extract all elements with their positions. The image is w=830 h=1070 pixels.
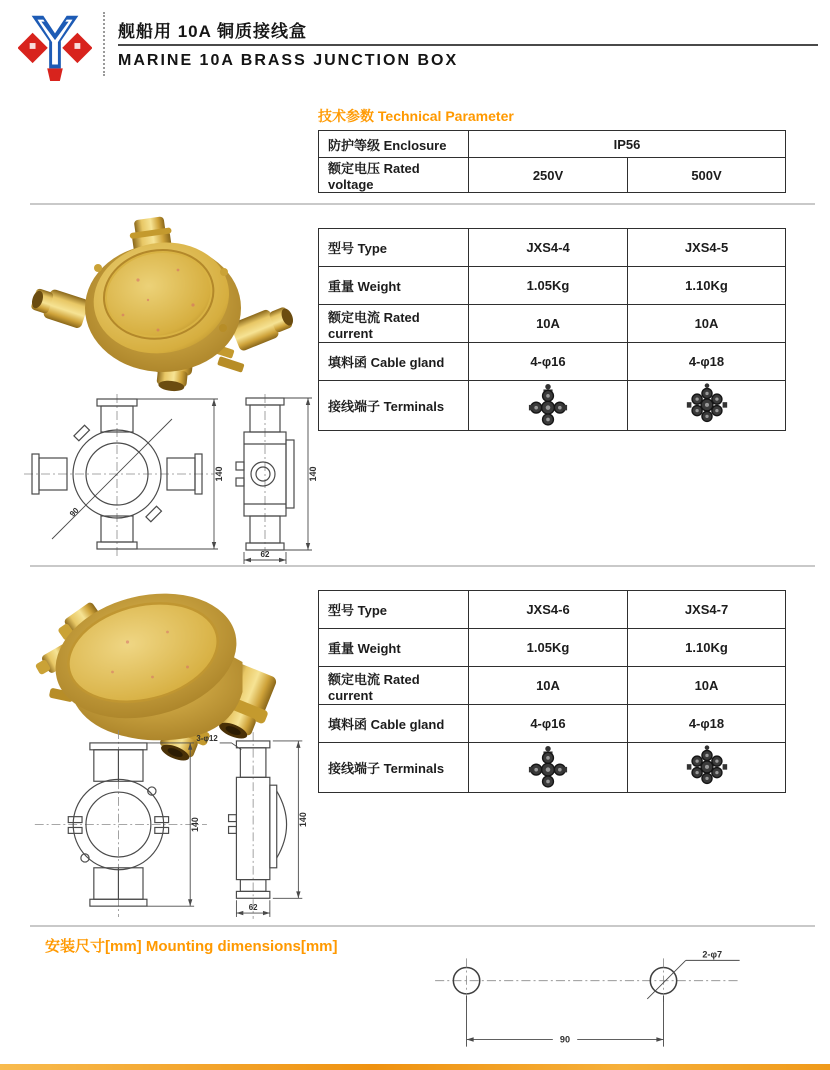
spec-table-jxs4-6-7	[318, 590, 786, 793]
section-divider	[30, 203, 815, 205]
dim-front-height: 140	[214, 466, 224, 482]
table-row	[319, 267, 786, 305]
spec-label: 填料函 Cable gland	[319, 705, 469, 743]
dim-side-width: 62	[248, 903, 258, 913]
spec-value: 4-φ16	[469, 343, 628, 381]
spec-value: 4-φ16	[469, 705, 628, 743]
table-row	[319, 229, 786, 267]
spec-value: 1.05Kg	[469, 629, 628, 667]
spec-value: 10A	[628, 667, 786, 705]
spec-value: 1.10Kg	[628, 267, 786, 305]
table-row	[319, 158, 786, 193]
dim-side-height: 140	[308, 466, 318, 482]
spec-label: 重量 Weight	[319, 629, 469, 667]
company-emblem-icon	[18, 8, 92, 82]
table-row	[319, 305, 786, 343]
table-row	[319, 381, 786, 431]
tech-param-heading: 技术参数 Technical Parameter	[318, 108, 514, 124]
dimension-drawing-2way	[25, 730, 320, 922]
voltage-value-1: 250V	[469, 158, 628, 193]
terminal-4way-icon	[528, 381, 568, 427]
table-row	[319, 131, 786, 158]
table-row	[319, 743, 786, 793]
section-divider	[30, 565, 815, 567]
spec-label: 额定电流 Rated current	[319, 305, 469, 343]
dim-front-height: 140	[190, 817, 201, 832]
spec-value: 4-φ18	[628, 705, 786, 743]
spec-value: 10A	[628, 305, 786, 343]
terminal-6way-icon	[685, 744, 729, 788]
spec-value: JXS4-4	[469, 229, 628, 267]
mounting-dimension-drawing	[430, 950, 765, 1057]
enclosure-value: IP56	[469, 131, 786, 158]
mounting-spacing-dim: 90	[559, 1034, 571, 1045]
spec-label: 接线端子 Terminals	[319, 381, 469, 431]
dim-diagonal: 90	[67, 505, 81, 519]
spec-value: 10A	[469, 667, 628, 705]
spec-value: JXS4-6	[469, 591, 628, 629]
spec-value: 4-φ18	[628, 343, 786, 381]
page-title-english: MARINE 10A BRASS JUNCTION BOX	[118, 52, 459, 69]
spec-value: 1.10Kg	[628, 629, 786, 667]
table-row	[319, 705, 786, 743]
tech-param-table	[318, 130, 786, 193]
thread-callout: 3-φ12	[196, 733, 218, 743]
spec-label: 型号 Type	[319, 229, 469, 267]
title-divider	[118, 44, 818, 46]
dim-side-height: 140	[298, 812, 309, 827]
terminal-6way-icon	[685, 382, 729, 426]
enclosure-label: 防护等级 Enclosure	[319, 131, 469, 158]
brass-junction-box-4way-image	[28, 210, 298, 395]
spec-label: 型号 Type	[319, 591, 469, 629]
footer-accent-bar	[0, 1064, 830, 1070]
table-row	[319, 591, 786, 629]
spec-value: JXS4-7	[628, 591, 786, 629]
header-separator	[103, 12, 105, 76]
spec-value: 1.05Kg	[469, 267, 628, 305]
spec-label: 额定电流 Rated current	[319, 667, 469, 705]
product-photo-4way-box	[28, 210, 298, 395]
table-row	[319, 343, 786, 381]
spec-label: 填料函 Cable gland	[319, 343, 469, 381]
table-row	[319, 629, 786, 667]
spec-label: 重量 Weight	[319, 267, 469, 305]
spec-label: 接线端子 Terminals	[319, 743, 469, 793]
spec-value: 10A	[469, 305, 628, 343]
page-title-chinese: 舰船用 10A 铜质接线盒	[118, 22, 308, 41]
terminal-4way-icon	[528, 743, 568, 789]
mounting-heading: 安装尺寸[mm] Mounting dimensions[mm]	[45, 938, 338, 955]
spec-table-jxs4-4-5	[318, 228, 786, 431]
mounting-hole-label: 2-φ7	[702, 950, 723, 960]
section-divider	[30, 925, 815, 927]
voltage-value-2: 500V	[628, 158, 786, 193]
company-logo	[18, 8, 92, 82]
table-row	[319, 667, 786, 705]
spec-value: JXS4-5	[628, 229, 786, 267]
dim-side-width: 62	[260, 550, 270, 559]
dimension-drawing-4way	[22, 394, 322, 566]
voltage-label: 额定电压 Rated voltage	[319, 158, 469, 193]
